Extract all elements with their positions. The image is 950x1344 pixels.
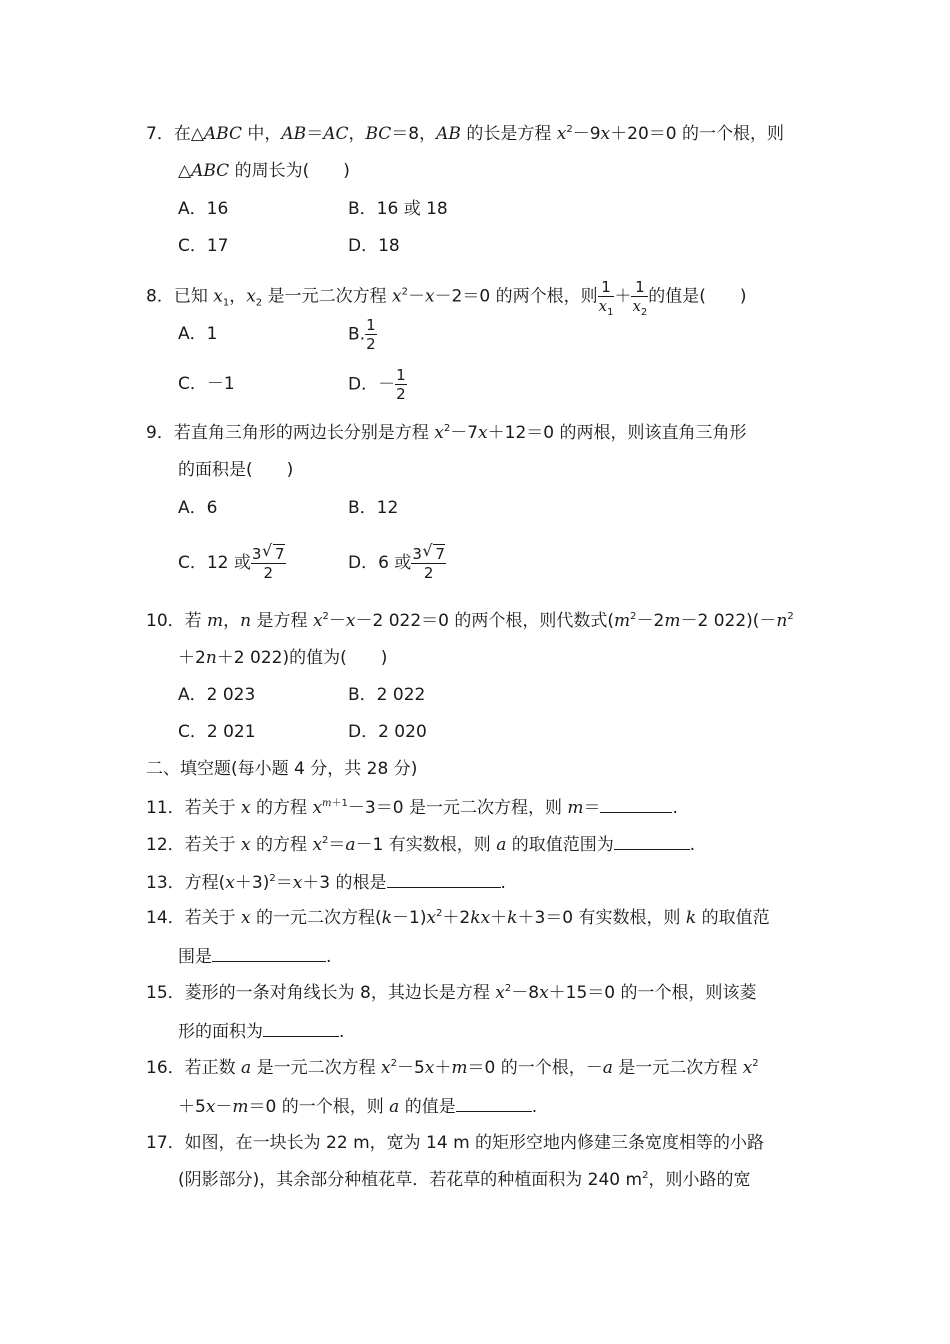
section-heading: 二、填空题(每小题 4 分，共 28 分) [146,759,418,779]
question-16-line-2: ＋5x－m＝0 的一个根，则 a 的值是 . [178,1093,537,1119]
question-9-options-ab [178,496,778,520]
question-8-line-1: 8．已知 $x_1$，$x_2$ 是一元二次方程 $x^2-x-2=0$ 的两个根，则 $\frac{1}{x_1}$ ＋ $\frac{1}{x_2}$ 的值是( ) [146,278,747,318]
fraction: $\frac{1}{x_2}$ [632,278,648,318]
question-9-options-cd [178,544,778,588]
question-7-options-ab [178,197,778,221]
question-17-line-1: 17．如图，在一块长为 22 m，宽为 14 m 的矩形空地内修建三条宽度相等的小路 [146,1133,765,1153]
option-c: C．12 或 $\frac{3 √ 7}{2}$ [178,553,286,573]
option-a: A．1 [178,324,218,344]
question-15-line-1: 15．菱形的一条对角线长为 8，其边长是方程 $x^2-8x+15=0$ 的一个根，则该菱 [146,983,757,1003]
question-13: 13．方程$(x+3)^2=x+3$ 的根是 . [146,869,506,895]
question-12: 12．若关于 x 的方程 $x^2=a-1$ 有实数根，则 a 的取值范围为 . [146,831,695,857]
question-10-line-2: ＋2n＋2 022)的值为( ) [178,648,388,668]
answer-blank[interactable] [600,794,672,813]
option-d: D．6 或 $\frac{3 √ 7}{2}$ [348,544,446,582]
question-8-options-ab [178,316,778,362]
option-d: D．2 020 [348,722,427,742]
option-d: D．－ $\frac{1}{2}$ [348,366,406,403]
option-c: C．－1 [178,374,235,394]
question-14-line-1: 14．若关于 x 的一元二次方程$(k-1)x^2+2kx+k+3=0$ 有实数根，则 k 的取值范 [146,908,770,928]
question-7-options-cd [178,234,778,258]
option-b: B. $\frac{1}{2}$ [348,316,376,353]
answer-blank[interactable] [387,869,501,888]
question-17-line-2: (阴影部分)，其余部分种植花草．若花草的种植面积为 240 $m^2$，则小路的宽 [178,1170,751,1190]
question-9-line-1: 9．若直角三角形的两边长分别是方程 $x^2-7x+12=0$ 的两根，则该直角三角形 [146,423,747,443]
option-d: D．18 [348,236,400,256]
option-a: A．2 023 [178,685,256,705]
option-b: B．12 [348,498,399,518]
answer-blank[interactable] [212,943,326,962]
question-14-line-2: 围是 . [178,943,331,969]
option-c: C．2 021 [178,722,256,742]
answer-blank[interactable] [456,1093,532,1112]
question-10-line-1: 10．若 m，n 是方程 $x^2-x-2$ 022＝0 的两个根，则代数式($m^2-2m-2$ $022)(-n^2$ [146,611,794,631]
question-10-options-ab [178,683,778,707]
question-15-line-2: 形的面积为 . [178,1018,344,1044]
question-16-line-1: 16．若正数 a 是一元二次方程 $x^2-5x+m=0$ 的一个根，－a 是一元二次方程 $x^2$ [146,1058,759,1078]
option-b: B．2 022 [348,685,426,705]
fraction: $\frac{1}{x_1}$ [598,278,614,318]
answer-blank[interactable] [263,1018,339,1037]
question-7-line-1: 7．在△ABC 中，AB＝AC，BC＝8，AB 的长是方程 $x^2-9x+20=0$ 的一个根，则 [146,124,784,144]
option-c: C．17 [178,236,229,256]
question-10-options-cd [178,720,778,744]
question-9-line-2: 的面积是( ) [178,460,294,480]
answer-blank[interactable] [614,831,690,850]
option-a: A．16 [178,199,229,219]
option-b: B．16 或 18 [348,199,448,219]
question-7-line-2: △ABC 的周长为( ) [178,161,350,181]
option-a: A．6 [178,498,218,518]
question-11: 11．若关于 x 的方程 $x^{m+1}-3=0$ 是一元二次方程，则 m＝ . [146,794,678,820]
question-8-options-cd [178,366,778,412]
